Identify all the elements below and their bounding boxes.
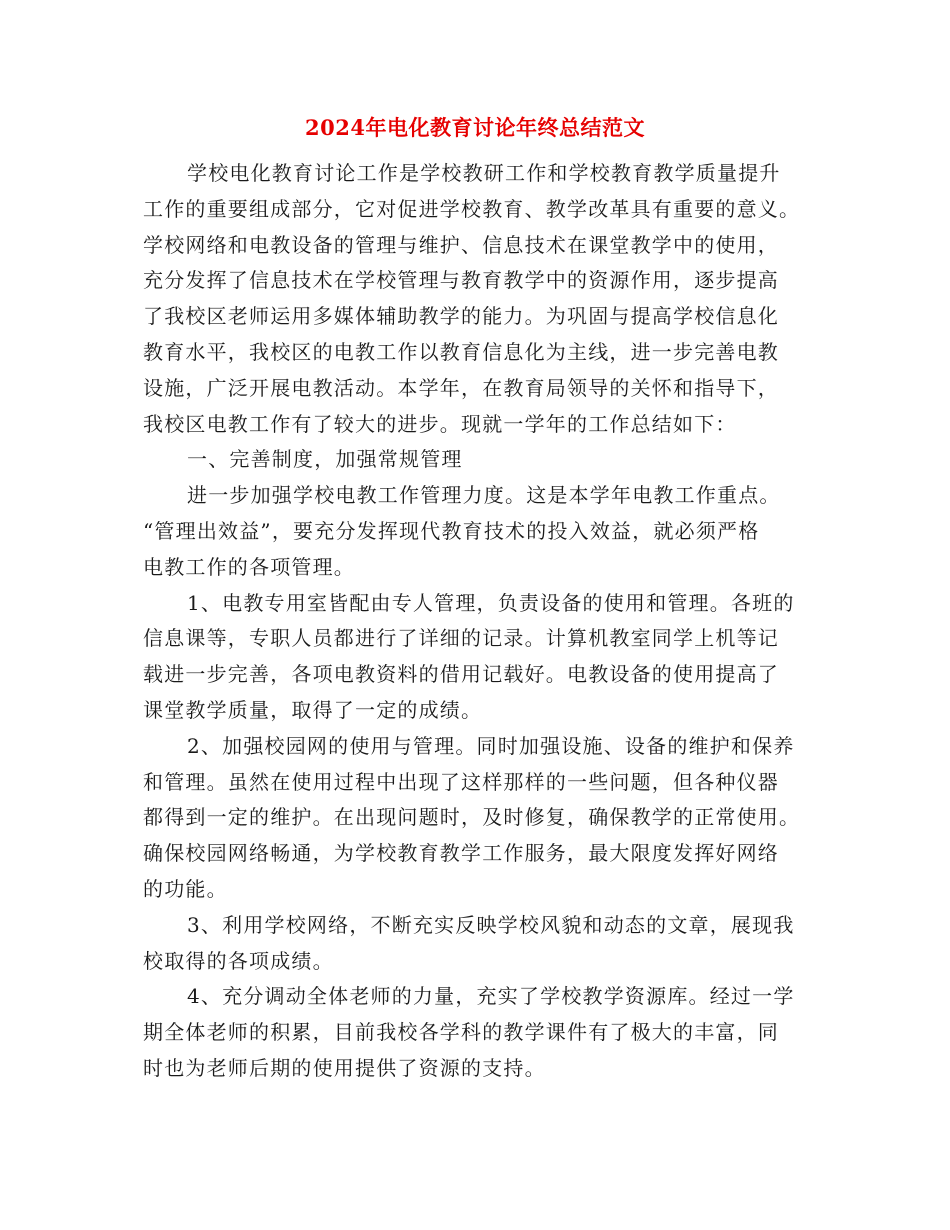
paragraph-line: 信息课等，专职人员都进行了详细的记录。计算机教室同学上机等记: [143, 626, 779, 651]
paragraph-line: 3、利用学校网络，不断充实反映学校风貌和动态的文章，展现我: [187, 912, 795, 937]
paragraph-line: 和管理。虽然在使用过程中出现了这样那样的一些问题，但各种仪器: [143, 769, 779, 794]
paragraph-line: 校取得的各项成绩。: [143, 948, 334, 973]
paragraph-line: 学校网络和电教设备的管理与维护、信息技术在课堂教学中的使用，: [143, 232, 779, 257]
document-title: 2024年电化教育讨论年终总结范文: [305, 115, 645, 140]
paragraph-line: 学校电化教育讨论工作是学校教研工作和学校教育教学质量提升: [187, 161, 781, 185]
paragraph-line: 期全体老师的积累，目前我校各学科的教学课件有了极大的丰富，同: [143, 1020, 779, 1045]
section-heading: 一、完善制度，加强常规管理: [187, 447, 463, 472]
paragraph-line: 1、电教专用室皆配由专人管理，负责设备的使用和管理。各班的: [187, 590, 795, 615]
paragraph-line: 进一步加强学校电教工作管理力度。这是本学年电教工作重点。: [187, 483, 781, 508]
paragraph-line: 电教工作的各项管理。: [143, 554, 355, 579]
paragraph-line: 设施，广泛开展电教活动。本学年，在教育局领导的关怀和指导下，: [143, 375, 779, 400]
paragraph-line: 我校区电教工作有了较大的进步。现就一学年的工作总结如下：: [143, 411, 737, 436]
paragraph-line: 确保校园网络畅通，为学校教育教学工作服务，最大限度发挥好网络: [143, 841, 779, 866]
paragraph-line: 的功能。: [143, 876, 228, 901]
paragraph-line: 2、加强校园网的使用与管理。同时加强设施、设备的维护和保养: [187, 733, 795, 758]
paragraph-line: 4、充分调动全体老师的力量，充实了学校教学资源库。经过一学: [187, 984, 795, 1009]
paragraph-line: 载进一步完善，各项电教资料的借用记载好。电教设备的使用提高了: [143, 662, 779, 687]
paragraph-line: 工作的重要组成部分，它对促进学校教育、教学改革具有重要的意义。: [143, 196, 801, 221]
paragraph-line: 充分发挥了信息技术在学校管理与教育教学中的资源作用，逐步提高: [143, 268, 779, 293]
paragraph-line: “管理出效益”，要充分发挥现代教育技术的投入效益，就必须严格: [143, 518, 760, 543]
document-body: [143, 156, 807, 1087]
paragraph-line: 课堂教学质量，取得了一定的成绩。: [143, 697, 483, 722]
paragraph-line: 教育水平，我校区的电教工作以教育信息化为主线，进一步完善电教: [143, 339, 779, 364]
paragraph-line: 都得到一定的维护。在出现问题时，及时修复，确保教学的正常使用。: [143, 805, 801, 830]
paragraph-line: 了我校区老师运用多媒体辅助教学的能力。为巩固与提高学校信息化: [143, 304, 779, 329]
paragraph-line: 时也为老师后期的使用提供了资源的支持。: [143, 1055, 546, 1080]
